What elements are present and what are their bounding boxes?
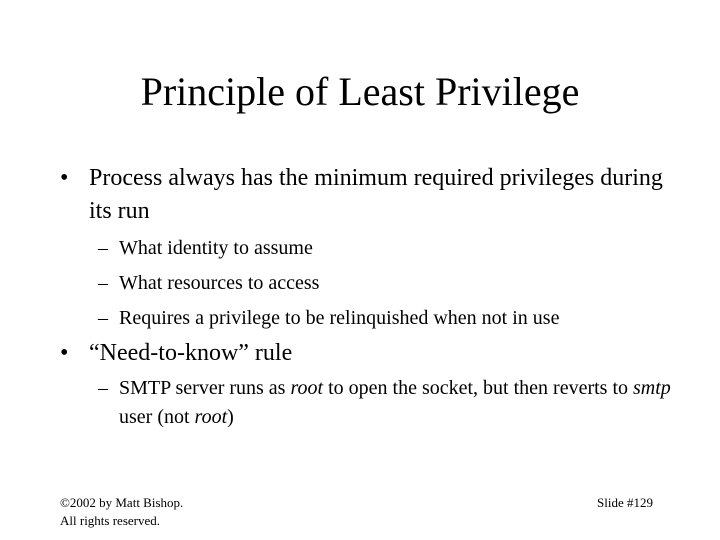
text-run: user (not <box>119 406 195 428</box>
italic-root: root <box>194 406 228 428</box>
slide-title: Principle of Least Privilege <box>140 69 580 114</box>
bullet-item <box>60 337 680 370</box>
dash-marker: – <box>98 307 108 329</box>
text-run: to open the socket, but then reverts to <box>323 377 633 399</box>
footer-copyright <box>60 494 183 530</box>
sub-bullet-list <box>60 374 680 432</box>
dash-marker: – <box>98 237 108 259</box>
bullet-marker: • <box>60 165 69 191</box>
bullet-text: “Need-to-know” rule <box>89 340 293 366</box>
bullet-text: Process always has the minimum required privileges during its run <box>89 165 663 224</box>
slide-number: Slide #129 <box>597 495 653 510</box>
dash-marker: – <box>98 272 108 294</box>
italic-smtp: smtp <box>633 377 671 399</box>
sub-bullet-text: What identity to assume <box>119 237 313 259</box>
copyright-line: ©2002 by Matt Bishop. <box>60 495 184 510</box>
sub-bullet-text: What resources to access <box>119 272 320 294</box>
sub-bullet-item <box>60 269 680 298</box>
rights-line: All rights reserved. <box>60 513 161 528</box>
bullet-marker: • <box>60 340 69 366</box>
text-run: SMTP server runs as <box>119 377 291 399</box>
sub-bullet-text <box>119 377 671 428</box>
sub-bullet-list <box>60 234 680 333</box>
sub-bullet-text: Requires a privilege to be relinquished when not in use <box>119 307 560 329</box>
bullet-item <box>60 162 680 228</box>
text-run: ) <box>227 406 234 428</box>
sub-bullet-item <box>60 234 680 263</box>
sub-bullet-item <box>60 374 680 432</box>
dash-marker: – <box>98 377 108 399</box>
slide-content <box>60 162 680 432</box>
sub-bullet-item <box>60 304 680 333</box>
italic-root: root <box>290 377 324 399</box>
